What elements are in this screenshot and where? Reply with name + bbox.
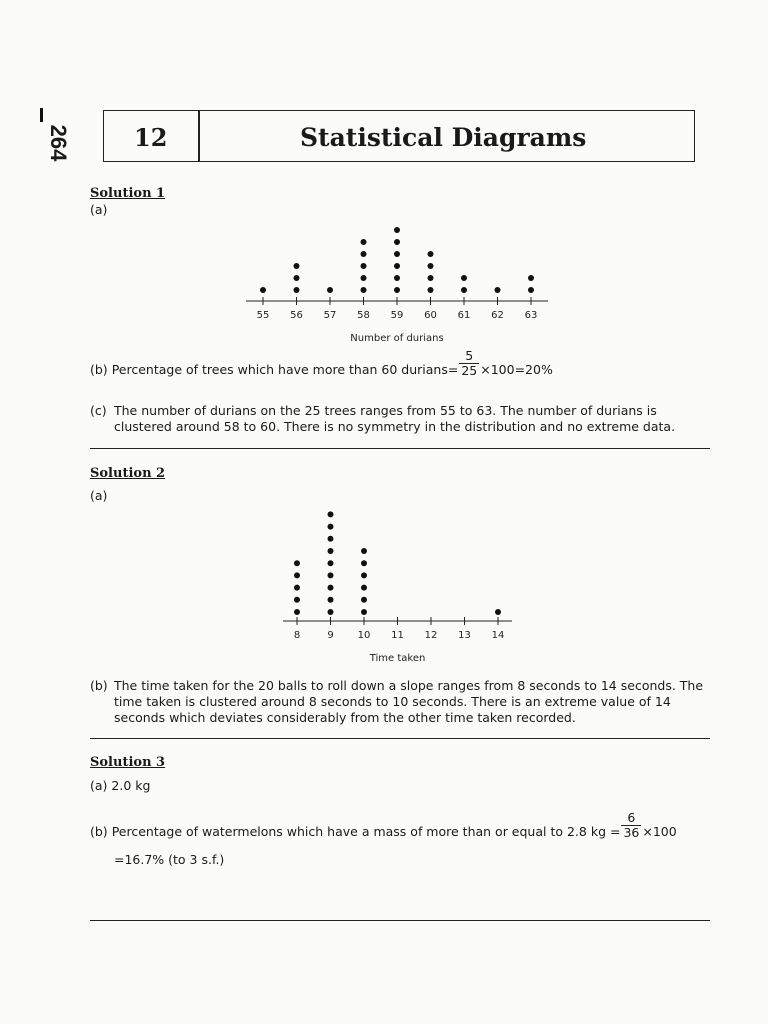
data-dot xyxy=(361,275,367,281)
data-dot xyxy=(528,287,534,293)
data-dot xyxy=(328,572,334,578)
solution-2-part-b-line-3: seconds which deviates considerably from the other time taken recorded. xyxy=(114,710,576,725)
page-edge-mark xyxy=(40,108,43,122)
solution-3-part-a-label: (a) xyxy=(90,778,108,793)
x-tick-label: 58 xyxy=(357,310,370,321)
solution-3-part-b-text: Percentage of watermelons which have a mass of more than or equal to 2.8 kg = xyxy=(111,824,621,839)
data-dot xyxy=(394,239,400,245)
solution-2-part-b-body xyxy=(114,678,703,726)
data-dot xyxy=(394,227,400,233)
solution-1-part-c-label: (c) xyxy=(90,403,107,418)
data-dot xyxy=(294,585,300,591)
data-dot xyxy=(394,251,400,257)
data-dot xyxy=(294,597,300,603)
solution-1-part-b: (b) Percentage of trees which have more than 60 durians= $\frac{5}{25}$ ×100=20% xyxy=(90,348,553,378)
data-dot xyxy=(361,239,367,245)
data-dot xyxy=(394,275,400,281)
data-dot xyxy=(328,597,334,603)
data-dot xyxy=(361,287,367,293)
solution-3-heading: Solution 3 xyxy=(90,755,166,770)
data-dot xyxy=(328,511,334,517)
x-tick-label: 14 xyxy=(491,630,505,641)
data-dot xyxy=(428,275,434,281)
x-tick-label: 11 xyxy=(391,630,404,641)
data-dot xyxy=(428,263,434,269)
data-dot xyxy=(461,275,467,281)
data-dot xyxy=(361,597,367,603)
solution-2-part-b-label: (b) xyxy=(90,678,108,693)
chapter-header xyxy=(103,110,695,162)
x-axis-title: Number of durians xyxy=(350,333,444,344)
chapter-title: Statistical Diagrams xyxy=(300,123,587,152)
data-dot xyxy=(327,287,333,293)
data-dot xyxy=(394,287,400,293)
dot-plot-time-taken xyxy=(270,500,530,670)
solution-2-part-a-label: (a) xyxy=(90,488,108,503)
data-dot xyxy=(260,287,266,293)
data-dot xyxy=(294,287,300,293)
data-dot xyxy=(361,609,367,615)
data-dot xyxy=(428,287,434,293)
data-dot xyxy=(328,548,334,554)
x-tick-label: 9 xyxy=(327,630,334,641)
solution-2-part-b-line-2: time taken is clustered around 8 seconds to 10 seconds. There is an extreme value of 14 xyxy=(114,694,671,709)
data-dot xyxy=(361,263,367,269)
data-dot xyxy=(328,585,334,591)
x-axis-title: Time taken xyxy=(369,653,426,664)
x-tick-label: 13 xyxy=(458,630,471,641)
data-dot xyxy=(361,251,367,257)
data-dot xyxy=(294,609,300,615)
section-divider xyxy=(90,448,710,449)
data-dot xyxy=(294,572,300,578)
data-dot xyxy=(495,609,501,615)
solution-1-heading: Solution 1 xyxy=(90,186,166,201)
data-dot xyxy=(361,572,367,578)
dot-plot-durians xyxy=(230,215,560,345)
data-dot xyxy=(361,548,367,554)
solution-1-part-c-body xyxy=(114,403,675,435)
x-tick-label: 63 xyxy=(524,310,538,321)
solution-1-part-a-label: (a) xyxy=(90,202,108,217)
x-tick-label: 12 xyxy=(424,630,438,641)
solution-1-part-c xyxy=(90,403,710,437)
solution-1-part-c-line-2: clustered around 58 to 60. There is no symmetry in the distribution and no extreme data. xyxy=(114,419,676,434)
solution-3-part-b-label: (b) xyxy=(90,824,108,839)
section-divider xyxy=(90,738,710,739)
x-tick-label: 55 xyxy=(256,310,270,321)
solution-3-part-a xyxy=(90,778,150,794)
data-dot xyxy=(294,263,300,269)
data-dot xyxy=(328,524,334,530)
data-dot xyxy=(394,263,400,269)
solution-1-part-b-text: Percentage of trees which have more than 60 durians xyxy=(111,362,448,377)
solution-2-part-b xyxy=(90,678,710,728)
x-tick-label: 60 xyxy=(424,310,437,321)
header-divider xyxy=(198,111,200,161)
x-tick-label: 56 xyxy=(290,310,303,321)
data-dot xyxy=(328,560,334,566)
data-dot xyxy=(294,560,300,566)
chapter-number: 12 xyxy=(134,123,168,152)
solution-3-part-a-text: 2.0 kg xyxy=(111,778,151,793)
solution-3-part-b xyxy=(90,810,677,840)
solution-3-part-b-result: ×100 xyxy=(642,824,677,839)
x-tick-label: 59 xyxy=(390,310,404,321)
solution-3-part-b-line-2: =16.7% (to 3 s.f.) xyxy=(114,852,225,867)
fraction-5-over-25: $\frac{5}{25}$ xyxy=(461,348,478,378)
data-dot xyxy=(328,609,334,615)
page-number xyxy=(46,108,74,180)
page-number-text: 264 xyxy=(46,124,71,162)
data-dot xyxy=(528,275,534,281)
section-divider xyxy=(90,920,710,921)
data-dot xyxy=(328,536,334,542)
data-dot xyxy=(294,275,300,281)
x-tick-label: 61 xyxy=(457,310,471,321)
data-dot xyxy=(361,585,367,591)
solution-2-heading: Solution 2 xyxy=(90,466,166,481)
solution-1-part-b-label: (b) xyxy=(90,362,108,377)
data-dot xyxy=(461,287,467,293)
solution-1-part-c-line-1: The number of durians on the 25 trees ranges from 55 to 63. The number of durians is xyxy=(114,403,657,418)
solution-1-part-b-result: ×100=20% xyxy=(480,362,553,377)
data-dot xyxy=(495,287,501,293)
x-tick-label: 10 xyxy=(357,630,371,641)
x-tick-label: 57 xyxy=(323,310,337,321)
solution-2-part-b-line-1: The time taken for the 20 balls to roll down a slope ranges from 8 seconds to 14 seconds. The xyxy=(114,678,704,693)
fraction-6-over-36: $\frac{6}{36}$ xyxy=(623,810,640,840)
x-tick-label: 62 xyxy=(491,310,504,321)
x-tick-label: 8 xyxy=(293,630,301,641)
data-dot xyxy=(361,560,367,566)
data-dot xyxy=(428,251,434,257)
